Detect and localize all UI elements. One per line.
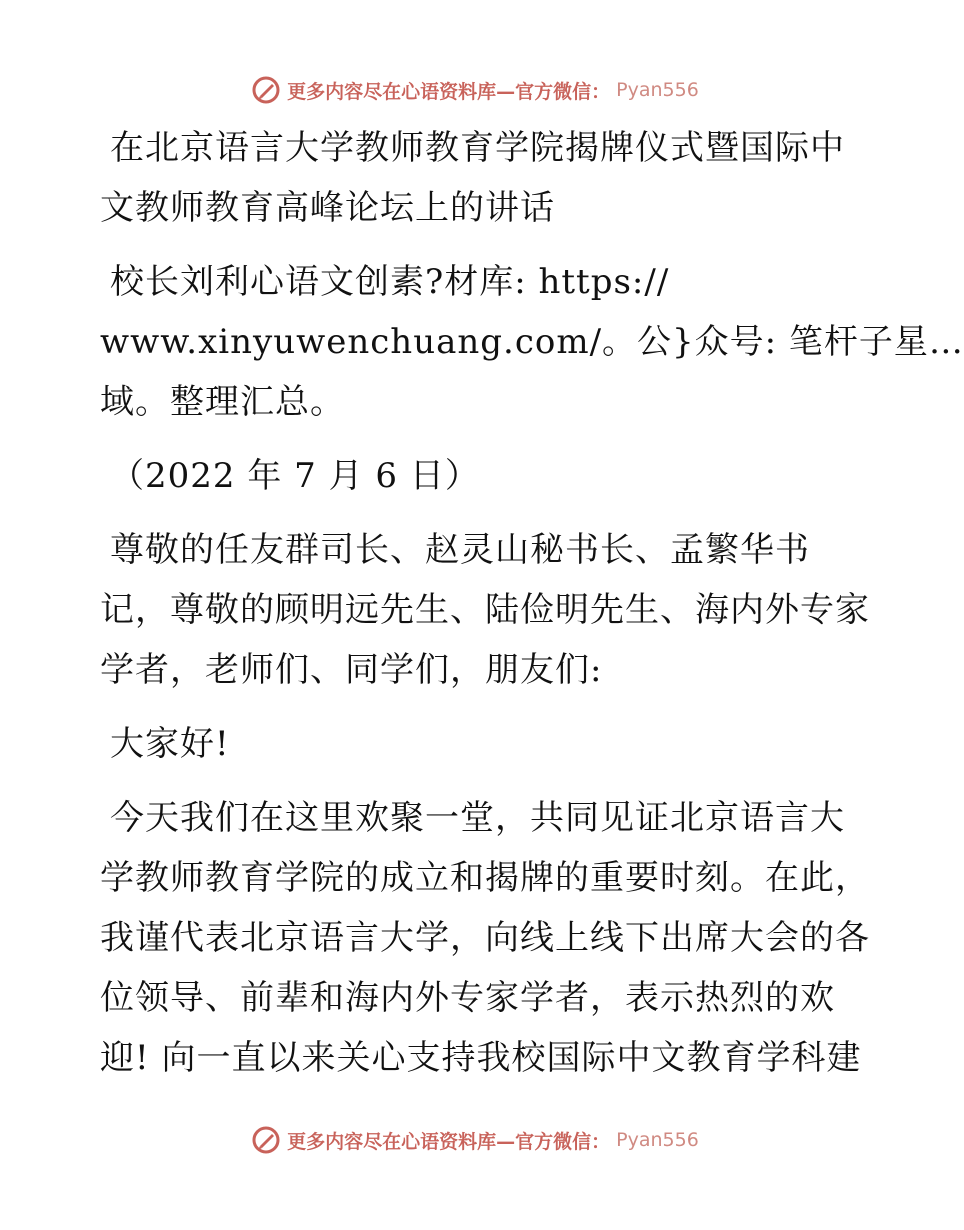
title-line: 在北京语言大学教师教育学院揭牌仪式暨国际中 bbox=[110, 128, 845, 168]
body-paragraph bbox=[100, 788, 870, 1088]
title-line: 文教师教育高峰论坛上的讲话 bbox=[100, 188, 555, 228]
author-line: www.xinyuwenchuang.com/。公}众号: 笔杆子星… bbox=[100, 322, 964, 362]
watermark-id: Pyan556 bbox=[616, 1129, 699, 1151]
watermark-text: 更多内容尽在心语资料库—官方微信： bbox=[287, 80, 611, 103]
greeting: 大家好! bbox=[110, 724, 230, 764]
author-block bbox=[100, 252, 964, 432]
header-watermark bbox=[0, 70, 950, 110]
body-line: 我谨代表北京语言大学，向线上线下出席大会的各 bbox=[100, 918, 870, 958]
pen-logo-icon bbox=[251, 75, 281, 105]
body-line: 今天我们在这里欢聚一堂，共同见证北京语言大 bbox=[110, 798, 845, 838]
body-line: 学教师教育学院的成立和揭牌的重要时刻。在此， bbox=[100, 858, 870, 898]
footer-watermark bbox=[0, 1120, 950, 1160]
author-line: 校长刘利心语文创素?材库: https:// bbox=[110, 262, 670, 302]
speech-date: （2022 年 7 月 6 日） bbox=[110, 456, 480, 496]
watermark-text: 更多内容尽在心语资料库—官方微信： bbox=[287, 1130, 611, 1153]
salutation-line: 尊敬的任友群司长、赵灵山秘书长、孟繁华书 bbox=[110, 530, 810, 570]
salutation-line: 学者，老师们、同学们，朋友们: bbox=[100, 650, 603, 690]
document-title bbox=[100, 118, 850, 238]
salutation bbox=[100, 520, 870, 700]
document-body bbox=[100, 118, 964, 1088]
pen-logo-icon bbox=[251, 1125, 281, 1155]
salutation-line: 记，尊敬的顾明远先生、陆俭明先生、海内外专家 bbox=[100, 590, 870, 630]
body-line: 迎! 向一直以来关心支持我校国际中文教育学科建 bbox=[100, 1038, 862, 1078]
watermark-id: Pyan556 bbox=[616, 79, 699, 101]
author-line: 域。整理汇总。 bbox=[100, 382, 345, 422]
body-line: 位领导、前辈和海内外专家学者，表示热烈的欢 bbox=[100, 978, 835, 1018]
